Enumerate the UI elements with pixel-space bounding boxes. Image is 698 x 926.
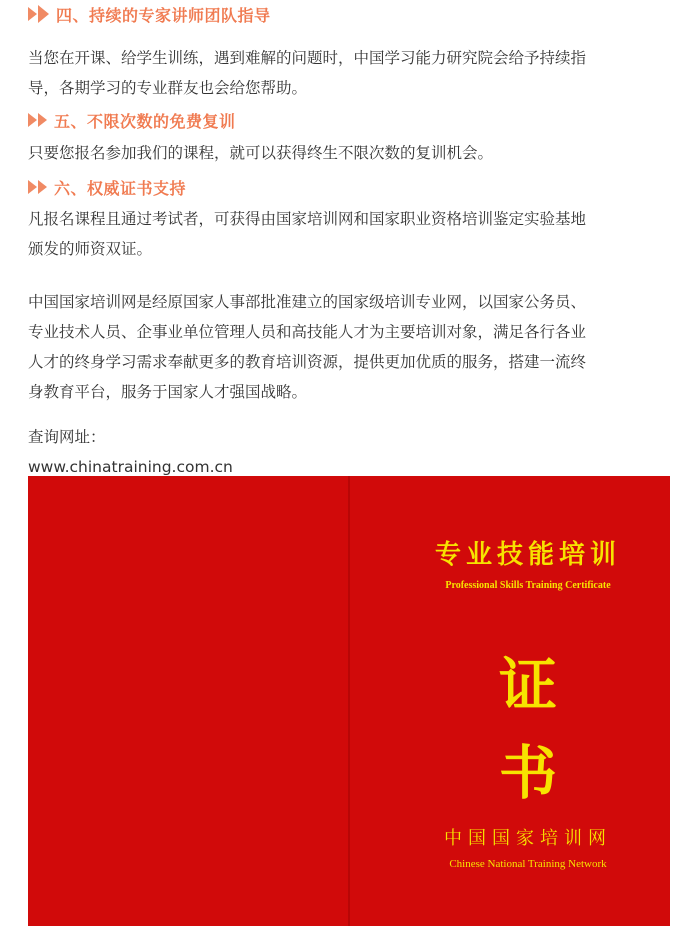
section-heading-5 (28, 106, 236, 134)
certificate-en-title: Professional Skills Training Certificate (445, 580, 611, 591)
section-heading-6 (28, 173, 186, 201)
certificate-org-en: Chinese National Training Network (449, 858, 607, 870)
query-url-link[interactable]: www.chinatraining.com.cn (28, 458, 233, 476)
intro-paragraph (28, 287, 674, 407)
certificate-org-cn: 中国国家培训网 (444, 828, 612, 849)
paragraph-line: 只要您报名参加我们的课程，就可以获得终生不限次数的复训机会。 (28, 144, 494, 162)
query-block (28, 422, 674, 482)
paragraph-line: 当您在开课、给学生训练，遇到难解的问题时，中国学习能力研究院会给予持续指 (28, 49, 587, 67)
paragraph-line: 专业技术人员、企事业单位管理人员和高技能人才为主要培训对象，满足各行各业 (28, 323, 587, 341)
paragraph-line: 颁发的师资双证。 (28, 240, 153, 258)
section-paragraph-6 (28, 204, 674, 264)
section-paragraph-4 (28, 43, 674, 103)
paragraph-line: 人才的终身学习需求奉献更多的教育培训资源，提供更加优质的服务，搭建一流终 (28, 353, 587, 371)
section-arrow-icon (28, 113, 48, 127)
paragraph-line: 凡报名课程且通过考试者，可获得由国家培训网和国家职业资格培训鉴定实验基地 (28, 210, 587, 228)
section-heading-label: 六、权威证书支持 (54, 178, 187, 198)
section-arrow-icon (28, 180, 48, 194)
section-heading-4 (28, 0, 271, 28)
section-arrow-icon (28, 5, 50, 23)
section-paragraph-5 (28, 138, 674, 168)
certificate-cn-title: 专业技能培训 (434, 540, 621, 570)
certificate-char-shu: 书 (498, 739, 557, 807)
paragraph-line: 导，各期学习的专业群友也会给您帮助。 (28, 79, 308, 97)
certificate-image (28, 476, 670, 926)
query-label: 查询网址： (28, 428, 106, 446)
section-heading-label: 四、持续的专家讲师团队指导 (56, 5, 271, 25)
certificate-char-zheng: 证 (498, 651, 557, 719)
paragraph-line: 身教育平台，服务于国家人才强国战略。 (28, 383, 308, 401)
section-heading-label: 五、不限次数的免费复训 (54, 111, 236, 131)
paragraph-line: 中国国家培训网是经原国家人事部批准建立的国家级培训专业网，以国家公务员、 (28, 293, 587, 311)
certificate-fold (348, 476, 350, 926)
